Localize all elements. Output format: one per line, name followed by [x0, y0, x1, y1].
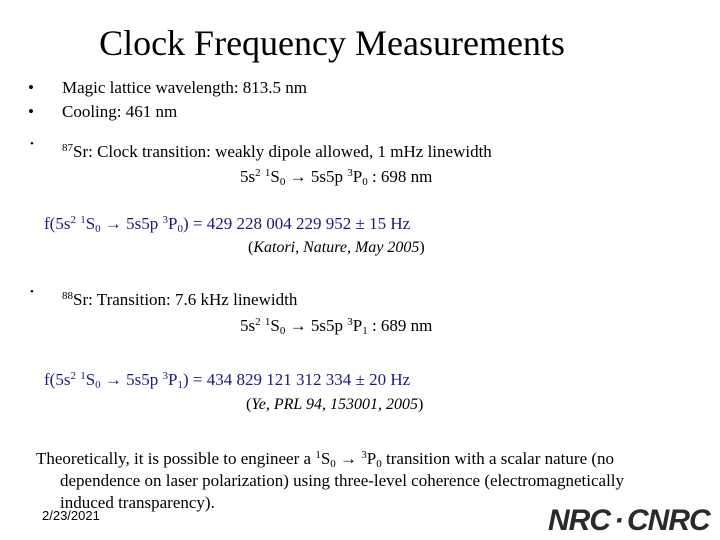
sr88-frequency: $f(5s^2$ $^1S_0 \to 5s5p$ $^3P_1) = 434$ 829 121 312 334 ± 20 Hz — [44, 370, 411, 391]
sr88-transition: $5s^2$ $^1S_0 \to 5s5p$ $^3P_1$ : 689 nm — [240, 316, 433, 337]
nrc-cnrc-logo: NRC · CNRC — [548, 504, 710, 537]
bullet-cooling: Cooling: 461 nm — [62, 102, 178, 121]
bullet-marker: • — [30, 138, 34, 150]
sr87-frequency: $f(5s^2$ $^1S_0 \to 5s5p$ $^3P_0) = 429$ 228 004 229 952 ± 15 Hz — [44, 214, 411, 235]
sr88-citation: (Ye, PRL 94, 153001, 2005) — [246, 396, 424, 413]
slide-date: 2/23/2021 — [42, 508, 100, 523]
conclusion-paragraph: Theoretically, it is possible to engineer a $^1S_0 \to ^3P_0$ transition with a scalar nature (no dependence on laser polarization) using three-level coherence (electromagnetically induced transparency). — [36, 449, 625, 512]
sr87-citation: (Katori, Nature, May 2005) — [248, 239, 425, 256]
bullet-marker: • — [28, 78, 34, 97]
sr88-description: $^{88}$Sr: Transition: 7.6 kHz linewidth — [62, 290, 298, 309]
bullet-magic-wavelength: Magic lattice wavelength: 813.5 nm — [62, 78, 308, 97]
bullet-marker: • — [30, 286, 34, 298]
sr87-description: $^{87}$Sr: Clock transition: weakly dipole allowed, 1 mHz linewidth — [62, 142, 492, 161]
slide-title: Clock Frequency Measurements — [99, 23, 565, 63]
sr87-transition: $5s^2$ $^1S_0 \to 5s5p$ $^3P_0$ : 698 nm — [240, 167, 433, 188]
bullet-marker: • — [28, 102, 34, 121]
